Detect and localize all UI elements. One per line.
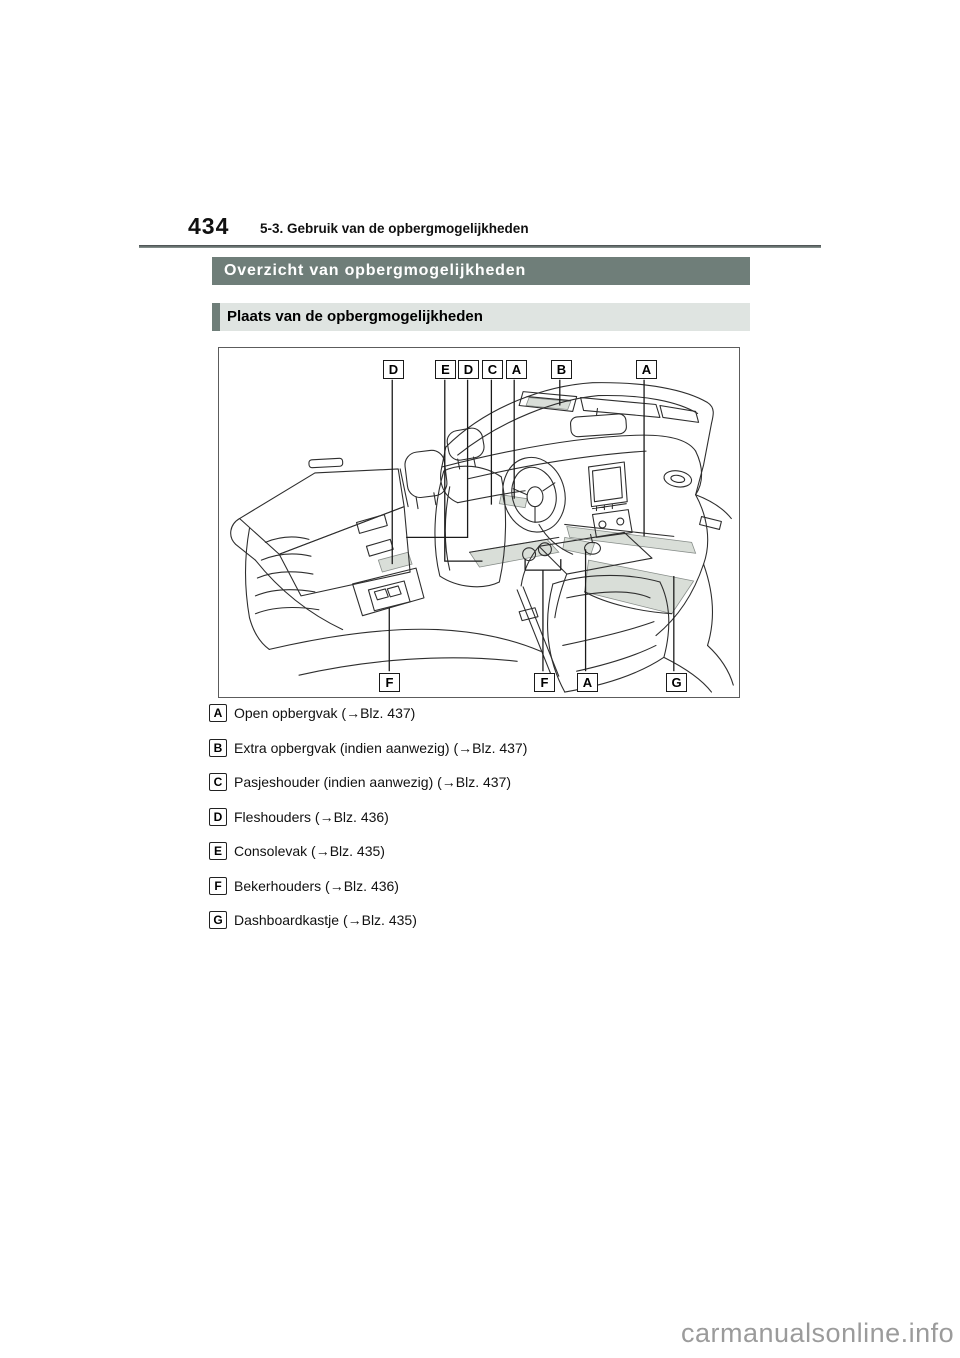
section-title-bar: Overzicht van opbergmogelijkheden	[212, 257, 750, 285]
legend-item	[209, 736, 769, 760]
legend-key: F	[209, 877, 227, 895]
legend-item	[209, 805, 769, 829]
storage-highlights	[378, 398, 695, 614]
figure-callout: G	[666, 673, 687, 692]
page-number: 434	[188, 213, 230, 239]
legend-key: D	[209, 808, 227, 826]
figure-callout: D	[458, 360, 479, 379]
legend-item	[209, 839, 769, 863]
legend-key: G	[209, 911, 227, 929]
car-interior-line-art	[219, 348, 738, 696]
legend-item	[209, 908, 769, 932]
figure-callout: F	[534, 673, 555, 692]
car-art	[231, 383, 734, 692]
figure-callout: A	[577, 673, 598, 692]
legend-label: Fleshouders (→Blz. 436)	[234, 808, 389, 825]
watermark: carmanualsonline.info	[681, 1318, 955, 1348]
legend-label: Open opbergvak (→Blz. 437)	[234, 705, 416, 721]
legend-key: C	[209, 773, 227, 791]
legend-label: Extra opbergvak (indien aanwezig) (→Blz. 437)	[234, 739, 528, 756]
legend-label: Pasjeshouder (indien aanwezig) (→Blz. 437)	[234, 774, 512, 790]
chapter-heading: 5-3. Gebruik van de opbergmogelijkheden	[260, 221, 529, 236]
storage-diagram-figure	[218, 347, 740, 698]
figure-callout: A	[636, 360, 657, 379]
legend-label: Consolevak (→Blz. 435)	[234, 843, 385, 859]
storage-legend	[209, 701, 769, 943]
legend-item	[209, 874, 769, 898]
header-rule	[139, 245, 821, 248]
figure-callout: C	[482, 360, 503, 379]
subsection-title-bar: Plaats van de opbergmogelijkheden	[212, 303, 750, 331]
legend-label: Bekerhouders (→Blz. 436)	[234, 877, 399, 894]
legend-item	[209, 770, 769, 794]
figure-callout: A	[506, 360, 527, 379]
legend-item	[209, 701, 769, 725]
legend-key: E	[209, 842, 227, 860]
figure-callout: E	[435, 360, 456, 379]
legend-key: B	[209, 739, 227, 757]
figure-callout: F	[379, 673, 400, 692]
figure-callout: B	[551, 360, 572, 379]
figure-callout: D	[383, 360, 404, 379]
legend-label: Dashboardkastje (→Blz. 435)	[234, 912, 417, 928]
legend-key: A	[209, 704, 227, 722]
